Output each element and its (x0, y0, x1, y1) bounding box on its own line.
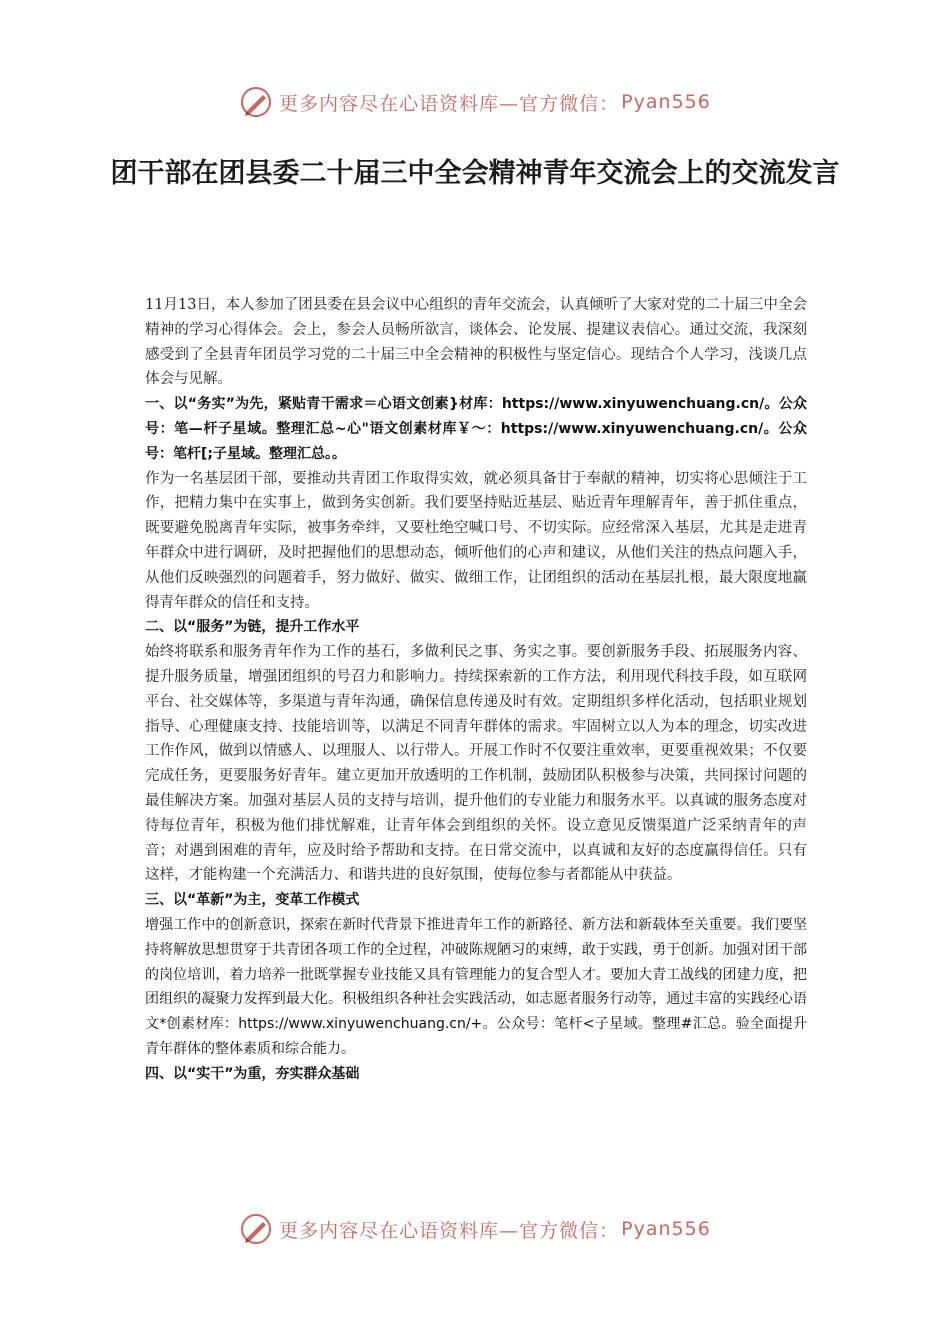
section-3-heading: 三、以“革新”为主，变革工作模式 (145, 892, 360, 909)
section-1-heading: 一、以“务实”为先，紧贴青干需求＝心语文创素}材库：https://www.xinyuwenchuang.cn/。公众号：笔—杆子星域。整理汇总~心"语文创素材库￥～：https://www.xinyuwenchuang.cn/。公众号：笔杆[;子星域。整理汇总。。 (145, 396, 807, 462)
watermark-banner-top (0, 82, 950, 122)
watermark-text: 更多内容尽在心语资料库—官方微信： (279, 92, 620, 115)
intro-paragraph: 11月13日，本人参加了团县委在县会议中心组织的青年交流会，认真倾听了大家对党的二十届三中全会精神的学习心得体会。会上，参会人员畅所欲言，谈体会、论发展、提建议表信心。通过交流，我深刻感受到了全县青年团员学习党的二十届三中全会精神的积极性与坚定信心。现结合个人学习，浅谈几点体会与见解。 (145, 297, 807, 388)
section-2-heading: 二、以“服务”为链，提升工作水平 (145, 619, 360, 636)
watermark-wechat-id: Pyan556 (621, 91, 711, 113)
watermark-banner-bottom (0, 1209, 950, 1249)
section-2-body: 始终将联系和服务青年作为工作的基石，多做利民之事、务实之事。要创新服务手段、拓展服务内容、提升服务质量，增强团组织的号召力和影响力。持续探索新的工作方法，利用现代科技手段，如互联网平台、社交媒体等，多渠道与青年沟通，确保信息传递及时有效。定期组织多样化活动，包括职业规划指导、心理健康支持、技能培训等，以满足不同青年群体的需求。牢固树立以人为本的理念，切实改进工作作风，做到以情感人、以理服人、以行带人。开展工作时不仅要注重效率，更要重视效果；不仅要完成任务，更要服务好青年。建立更加开放透明的工作机制，鼓励团队积极参与决策，共同探讨问题的最佳解决方案。加强对基层人员的支持与培训，提升他们的专业能力和服务水平。以真诚的服务态度对待每位青年，积极为他们排忧解难，让青年体会到组织的关怀。设立意见反馈渠道广泛采纳青年的声音；对遇到困难的青年，应及时给予帮助和支持。在日常交流中，以真诚和友好的态度赢得信任。只有这样，才能构建一个充满活力、和谐共进的良好氛围，使每位参与者都能从中获益。 (145, 644, 807, 884)
section-4-heading: 四、以“实干”为重，夯实群众基础 (145, 1065, 360, 1082)
document-title: 团干部在团县委二十届三中全会精神青年交流会上的交流发言 (110, 158, 840, 189)
watermark-wechat-id: Pyan556 (621, 1218, 711, 1240)
pen-logo-icon (239, 1212, 273, 1246)
watermark-text: 更多内容尽在心语资料库—官方微信： (279, 1219, 620, 1242)
pen-logo-icon (239, 85, 273, 119)
section-1-body: 作为一名基层团干部，要推动共青团工作取得实效，就必须具备甘于奉献的精神，切实将心思倾注于工作，把精力集中在实事上，做到务实创新。我们要坚持贴近基层、贴近青年理解青年，善于抓住重点，既要避免脱离青年实际，被事务牵绊，又要杜绝空喊口号、不切实际。应经常深入基层，尤其是走进青年群众中进行调研，及时把握他们的思想动态，倾听他们的心声和建议，从他们关注的热点问题入手，从他们反映强烈的问题着手，努力做好、做实、做细工作，让团组织的活动在基层扎根，最大限度地赢得青年群众的信任和支持。 (145, 470, 807, 611)
document-body (145, 293, 807, 1087)
section-3-body: 增强工作中的创新意识，探索在新时代背景下推进青年工作的新路径、新方法和新载体至关重要。我们要坚持将解放思想贯穿于共青团各项工作的全过程，冲破陈规陋习的束缚，敢于实践，勇于创新。加强对团干部的岗位培训，着力培养一批既掌握专业技能又具有管理能力的复合型人才。要加大青工战线的团建力度，把团组织的凝聚力发挥到最大化。积极组织各种社会实践活动，如志愿者服务行动等，通过丰富的实践经心语文*创素材库：https://www.xinyuwenchuang.cn/+。公众号：笔杆<子星域。整理#汇总。验全面提升青年群体的整体素质和综合能力。 (145, 916, 807, 1057)
